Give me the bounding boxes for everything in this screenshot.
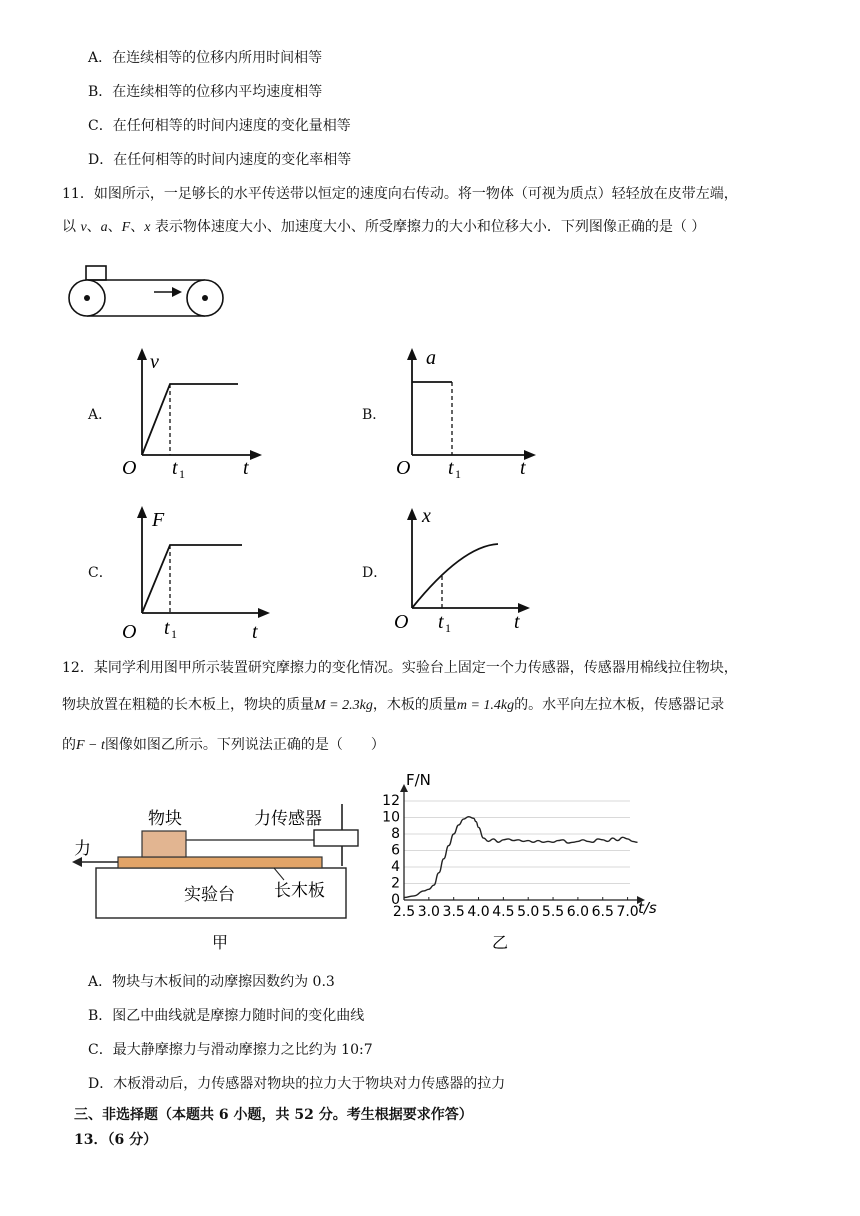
q13-heading: 13．（6 分） [74, 1132, 158, 1148]
object-box [86, 266, 106, 280]
x-axis-label: t [252, 621, 258, 643]
q12-option-a: A．物块与木板间的动摩擦因数约为 0.3 [88, 974, 335, 990]
x-tick-label: 5.0 [517, 904, 540, 920]
x-tick-label: 3.5 [442, 904, 465, 920]
f-t-expr: F − t [76, 738, 105, 753]
q11-option-a-label: A． [88, 407, 113, 423]
q12-text: 的 [62, 737, 76, 753]
velocity-curve [142, 384, 238, 455]
x-axis-label: t [514, 611, 520, 633]
q12-option-b: B．图乙中曲线就是摩擦力随时间的变化曲线 [88, 1008, 365, 1024]
q12-text: ，木板的质量 [372, 697, 457, 713]
q12-text: 物块放置在粗糙的长木板上，物块的质量 [62, 697, 314, 713]
q11-stem-line1: 11．如图所示，一足够长的水平传送带以恒定的速度向右传动。将一物体（可视为质点）轻轻放在皮带左端， [62, 186, 738, 202]
mass-M: M = 2.3kg [314, 698, 373, 713]
x-axis-label: t/s [638, 899, 657, 917]
t1-sub: 1 [445, 621, 451, 635]
q11-option-b-label: B． [362, 407, 387, 423]
x-tick-label: 6.0 [566, 904, 590, 920]
y-tick-label: 8 [391, 826, 400, 842]
y-tick-label: 2 [391, 875, 400, 892]
var-a: a [100, 220, 108, 235]
y-axis-label: x [422, 505, 431, 527]
force-curve [404, 817, 638, 898]
y-tick-label: 4 [391, 859, 400, 875]
x-tick-label: 7.0 [616, 904, 639, 920]
q11-text: 、 [86, 219, 101, 235]
graph-c-ft [118, 502, 278, 646]
force-sensor [314, 830, 358, 846]
t1-label: t [438, 611, 444, 633]
graph-a-vt [118, 344, 268, 480]
graph-b-at [392, 344, 542, 480]
q10-option-d: D．在任何相等的时间内速度的变化率相等 [88, 152, 352, 168]
y-tick-label: 0 [391, 892, 400, 908]
x-tick-label: 4.0 [467, 904, 490, 920]
q10-option-a: A．在连续相等的位移内所用时间相等 [88, 50, 323, 66]
q12-stem-line2 [62, 695, 724, 716]
t1-sub: 1 [171, 627, 177, 641]
q11-stem-line2 [62, 217, 705, 238]
long-board [118, 857, 322, 868]
force-label: 力 [74, 839, 91, 859]
q11-text: 表示物体速度大小、加速度大小、所受摩擦力的大小和位移大小．下列图像正确的是（ ） [150, 219, 706, 235]
section-3-heading: 三、非选择题（本题共 6 小题，共 52 分。考生根据要求作答） [74, 1107, 473, 1123]
origin-label: O [122, 457, 137, 479]
q11-text: 、 [107, 219, 122, 235]
block [142, 831, 186, 857]
q12-option-d: D．木板滑动后，力传感器对物块的拉力大于物块对力传感器的拉力 [88, 1076, 506, 1092]
t1-label: t [448, 457, 454, 479]
q12-stem-line3 [62, 735, 385, 756]
x-tick-label: 5.5 [541, 904, 565, 920]
graph-d-xt [392, 502, 542, 638]
q12-option-c: C．最大静摩擦力与滑动摩擦力之比约为 10:7 [88, 1042, 373, 1058]
x-tick-label: 2.5 [392, 904, 416, 920]
y-axis-label: v [150, 351, 159, 373]
x-axis-label: t [243, 457, 249, 479]
origin-label: O [122, 621, 137, 643]
x-tick-label: 6.5 [591, 904, 614, 920]
y-tick-label: 6 [391, 842, 400, 859]
q12-text: 的。水平向左拉木板，传感器记录 [514, 697, 725, 713]
q10-option-b: B．在连续相等的位移内平均速度相等 [88, 84, 323, 100]
x-tick-label: 3.0 [417, 904, 440, 920]
t1-sub: 1 [455, 467, 461, 480]
q11-option-d-label: D． [362, 565, 388, 581]
q11-option-c-label: C． [88, 565, 113, 581]
caption-jia: 甲 [212, 933, 229, 952]
var-F: F [121, 220, 131, 235]
origin-label: O [396, 457, 411, 479]
block-label: 物块 [148, 809, 182, 829]
x-axis-label: t [520, 457, 526, 479]
caption-yi: 乙 [492, 933, 509, 952]
t1-sub: 1 [179, 467, 185, 480]
figure-jia-apparatus [66, 796, 366, 956]
q10-option-c: C．在任何相等的时间内速度的变化量相等 [88, 118, 351, 134]
origin-label: O [394, 611, 409, 633]
board-label: 长木板 [274, 881, 325, 901]
sensor-label: 力传感器 [254, 809, 322, 829]
t1-label: t [172, 457, 178, 479]
figure-yi-ft-chart [374, 772, 664, 962]
x-tick-label: 4.5 [492, 904, 515, 920]
y-tick-label: 12 [382, 793, 400, 809]
mass-m: m = 1.4kg [456, 698, 515, 713]
q12-stem-line1: 12．某同学利用图甲所示装置研究摩擦力的变化情况。实验台上固定一个力传感器，传感器用棉线拉住物块， [62, 660, 738, 676]
y-axis-label: a [426, 347, 436, 369]
y-tick-label: 10 [382, 809, 400, 826]
q11-text: 、 [130, 219, 145, 235]
displacement-curve [412, 544, 498, 608]
table-label: 实验台 [184, 885, 235, 905]
var-x: x [144, 220, 151, 235]
y-axis-label: F [152, 509, 165, 531]
var-v: v [80, 220, 87, 235]
t1-label: t [164, 617, 170, 639]
conveyor-belt-figure [60, 258, 240, 324]
y-axis-label: F/N [406, 772, 431, 789]
friction-curve [142, 545, 242, 613]
q12-text: 图像如图乙所示。下列说法正确的是（ ） [104, 737, 385, 753]
q11-text: 以 [62, 219, 81, 235]
